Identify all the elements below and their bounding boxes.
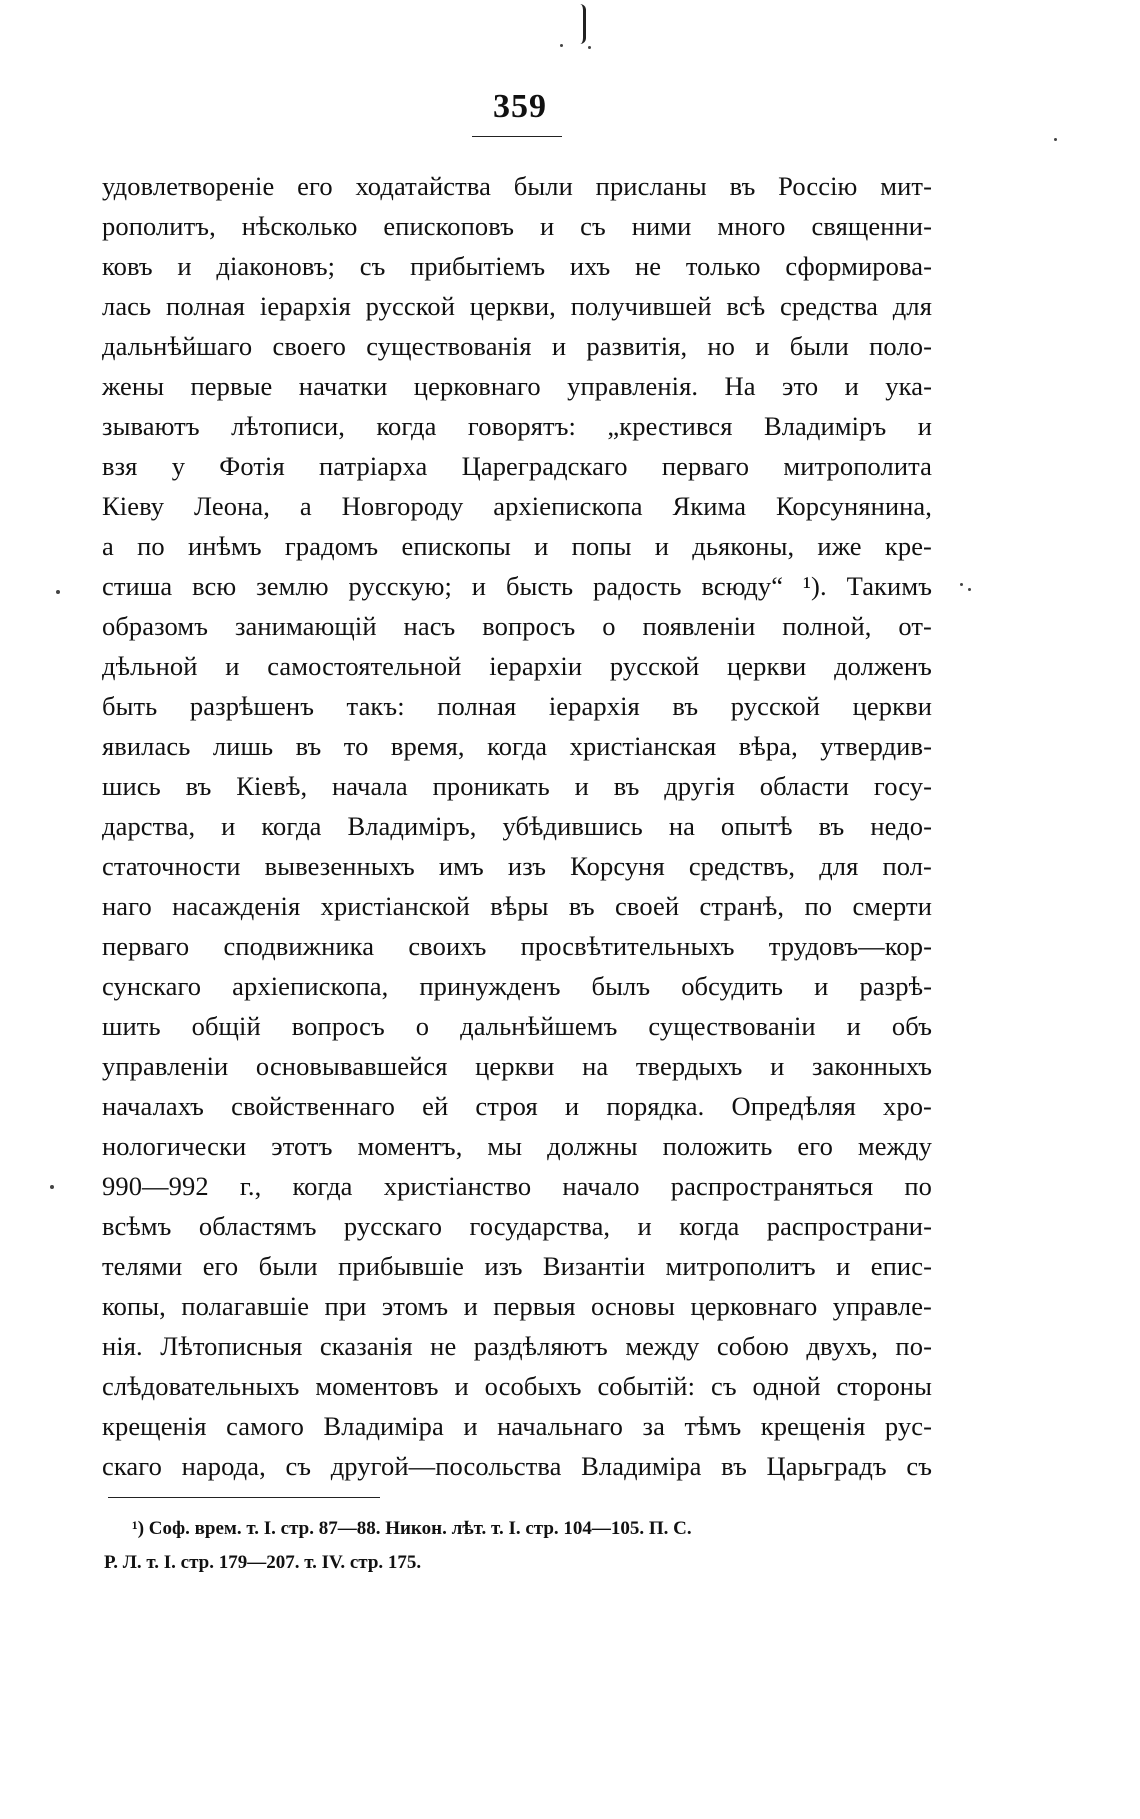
margin-speck <box>960 583 963 586</box>
margin-speck <box>56 590 60 594</box>
text-line: 990—992 г., когда христіанство начало распространяться по <box>102 1171 932 1201</box>
text-line: дальнѣйшаго своего существованія и развитія, но и были поло- <box>102 331 932 361</box>
page-number-underline <box>472 136 562 137</box>
text-line: дарства, и когда Владиміръ, убѣдившись на опытѣ въ недо- <box>102 811 932 841</box>
page-number: 359 <box>493 88 547 125</box>
text-line: быть разрѣшенъ такъ: полная іерархія въ русской церкви <box>102 691 932 721</box>
text-line: телями его были прибывшіе изъ Византіи митрополитъ и епис- <box>102 1251 932 1281</box>
margin-speck <box>560 44 563 47</box>
text-line: началахъ свойственнаго ей строя и порядка. Опредѣляя хро- <box>102 1091 932 1121</box>
margin-speck <box>1054 138 1057 141</box>
footnote-line: ¹) Соф. врем. т. I. стр. 87—88. Никон. лѣт. т. I. стр. 104—105. П. С. <box>132 1518 692 1539</box>
text-line: Кіеву Леона, а Новгороду архіепископа Якима Корсунянина, <box>102 491 932 521</box>
text-line: образомъ занимающій насъ вопросъ о появленіи полной, от- <box>102 611 932 641</box>
text-line: нія. Лѣтописныя сказанія не раздѣляютъ между собою двухъ, по- <box>102 1331 932 1361</box>
text-line: крещенія самого Владиміра и начальнаго за тѣмъ крещенія рус- <box>102 1411 932 1441</box>
text-line: сунскаго архіепископа, принужденъ былъ обсудить и разрѣ- <box>102 971 932 1001</box>
footnote-separator <box>108 1497 380 1498</box>
text-line: зываютъ лѣтописи, когда говорятъ: „крестився Владиміръ и <box>102 411 932 441</box>
margin-speck <box>968 588 971 591</box>
text-line: перваго сподвижника своихъ просвѣтительныхъ трудовъ—кор- <box>102 931 932 961</box>
footnote-line: Р. Л. т. I. стр. 179—207. т. IV. стр. 175. <box>104 1552 422 1573</box>
text-line: всѣмъ областямъ русскаго государства, и когда распространи- <box>102 1211 932 1241</box>
text-line: слѣдовательныхъ моментовъ и особыхъ событій: съ одной стороны <box>102 1371 932 1401</box>
text-line: стиша всю землю русскую; и бысть радость всюду“ ¹). Такимъ <box>102 571 932 601</box>
text-line: удовлетвореніе его ходатайства были присланы въ Россію мит- <box>102 171 932 201</box>
text-line: рополитъ, нѣсколько епископовъ и съ ними много священни- <box>102 211 932 241</box>
text-line: лась полная іерархія русской церкви, получившей всѣ средства для <box>102 291 932 321</box>
text-line: явилась лишь въ то время, когда христіанская вѣра, утвердив- <box>102 731 932 761</box>
text-line: шись въ Кіевѣ, начала проникать и въ другія области госу- <box>102 771 932 801</box>
text-line: нологически этотъ моментъ, мы должны положить его между <box>102 1131 932 1161</box>
margin-speck <box>50 1185 54 1189</box>
text-line: ковъ и діаконовъ; съ прибытіемъ ихъ не только сформирова- <box>102 251 932 281</box>
text-line: скаго народа, съ другой—посольства Владиміра въ Царьградъ съ <box>102 1451 932 1481</box>
text-line: дѣльной и самостоятельной іерархіи русской церкви долженъ <box>102 651 932 681</box>
body-text <box>102 166 932 1486</box>
text-line: копы, полагавшіе при этомъ и первыя основы церковнаго управле- <box>102 1291 932 1321</box>
text-line: шить общій вопросъ о дальнѣйшемъ существованіи и объ <box>102 1011 932 1041</box>
margin-speck <box>588 46 591 49</box>
text-line: управленіи основывавшейся церкви на твердыхъ и законныхъ <box>102 1051 932 1081</box>
text-line: наго насажденія христіанской вѣры въ своей странѣ, по смерти <box>102 891 932 921</box>
ink-mark <box>575 4 586 44</box>
text-line: взя у Фотія патріарха Цареградскаго перваго митрополита <box>102 451 932 481</box>
text-line: статочности вывезенныхъ имъ изъ Корсуня средствъ, для пол- <box>102 851 932 881</box>
text-line: а по инѣмъ градомъ епископы и попы и дьяконы, иже кре- <box>102 531 932 561</box>
footnotes <box>104 1512 954 1580</box>
text-line: жены первые начатки церковнаго управленія. На это и ука- <box>102 371 932 401</box>
